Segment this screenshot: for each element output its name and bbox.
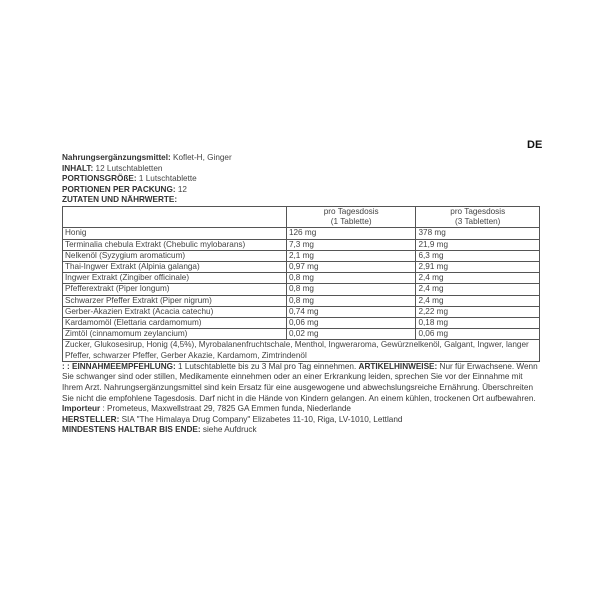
dose-3-tablets: 378 mg	[416, 228, 540, 239]
importer-line	[62, 404, 542, 415]
language-code: DE	[527, 139, 543, 151]
dose-1-tablet: 0,8 mg	[286, 295, 416, 306]
product-name-label: Nahrungsergänzungsmittel:	[62, 153, 171, 162]
dose-3-tablets: 2,4 mg	[416, 284, 540, 295]
table-row	[63, 284, 540, 295]
product-label	[62, 153, 542, 436]
dose-3-tablets: 2,4 mg	[416, 295, 540, 306]
portion-label: PORTIONSGRÖßE:	[62, 174, 137, 184]
table-footer-row	[63, 340, 540, 361]
table-row	[63, 250, 540, 261]
ingredient-name: Nelkenöl (Syzygium aromaticum)	[63, 250, 287, 261]
dose-1-tablet: 0,74 mg	[286, 306, 416, 317]
manufacturer-label: HERSTELLER:	[62, 414, 120, 424]
servings-value: 12	[175, 184, 187, 194]
ingredient-name: Pfefferextrakt (Piper longum)	[63, 284, 287, 295]
ingredients-list: Zucker, Glukosesirup, Honig (4,5%), Myrobalanenfruchtschale, Menthol, Ingweraroma, Gewürznelkenöl, Galgant, Ingwer, langer Pfeffer, schwarzer Pfeffer, Gerber Akazie, Kardamom, Zimtrindenöl	[63, 340, 540, 361]
table-header-col3	[416, 206, 540, 227]
ingredient-name: Zimtöl (cinnamomum zeylancium)	[63, 329, 287, 340]
ingredient-name: Kardamomöl (Elettaria cardamomum)	[63, 318, 287, 329]
content-value: 12 Lutschtabletten	[93, 163, 163, 173]
manufacturer-text: SIA "The Himalaya Drug Company" Elizabetes 11-10, Riga, LV-1010, Lettland	[119, 414, 403, 424]
usage-label: : : EINNAHMEEMPFEHLUNG:	[62, 361, 176, 371]
best-before-label: MINDESTENS HALTBAR BIS ENDE:	[62, 425, 201, 435]
table-row	[63, 228, 540, 239]
dose-3-tablets: 6,3 mg	[416, 250, 540, 261]
dose-3-tablets: 2,4 mg	[416, 273, 540, 284]
warning-label: ARTIKELHINWEISE:	[358, 361, 438, 371]
dose-1-tablet: 7,3 mg	[286, 239, 416, 250]
ingredient-name: Ingwer Extrakt (Zingiber officinale)	[63, 273, 287, 284]
best-before-text: siehe Aufdruck	[200, 425, 257, 435]
ingredient-name: Schwarzer Pfeffer Extrakt (Piper nigrum)	[63, 295, 287, 306]
usage-text: 1 Lutschtablette bis zu 3 Mal pro Tag einnehmen.	[175, 361, 359, 371]
col2-line2: (1 Tablette)	[330, 217, 372, 227]
table-row	[63, 295, 540, 306]
dose-3-tablets: 0,06 mg	[416, 329, 540, 340]
dose-1-tablet: 0,8 mg	[286, 273, 416, 284]
usage-and-warnings	[62, 362, 542, 404]
portion-value: 1 Lutschtablette	[136, 174, 197, 184]
table-header-col2	[286, 206, 416, 227]
dose-3-tablets: 2,91 mg	[416, 261, 540, 272]
table-row	[63, 261, 540, 272]
warning-text: Nur für Erwachsene. Wenn Sie schwanger sind oder stillen, Medikamente einnehmen oder an einer Erkrankung leiden, sprechen Sie vor der Einnahme mit Ihrem Arzt. Nahrungsergänzungsmittel sind kein Ersatz für eine ausgewogene und abwechslungsreiche Ernährung. Überschreiten Sie nicht die empfohlene Tagesdosis. Darf nicht in die Hände von Kindern gelangen. An einem kühlen, trockenen Ort aufbewahren.	[62, 361, 538, 403]
manufacturer-line	[62, 415, 542, 426]
ingredient-name: Terminalia chebula Extrakt (Chebulic mylobarans)	[63, 239, 287, 250]
table-row	[63, 318, 540, 329]
servings-line	[62, 185, 542, 196]
ingredient-name: Gerber-Akazien Extrakt (Acacia catechu)	[63, 306, 287, 317]
portion-line	[62, 174, 542, 185]
servings-label: PORTIONEN PER PACKUNG:	[62, 184, 176, 194]
col2-line1: pro Tagesdosis	[323, 206, 379, 216]
dose-1-tablet: 0,06 mg	[286, 318, 416, 329]
product-name-line	[62, 153, 542, 164]
importer-text: : Prometeus, Maxwellstraat 29, 7825 GA Emmen funda, Niederlande	[100, 404, 351, 414]
nutrition-table	[62, 206, 540, 362]
ingredients-title-line	[62, 195, 542, 206]
dose-1-tablet: 0,02 mg	[286, 329, 416, 340]
table-row	[63, 329, 540, 340]
dose-1-tablet: 0,8 mg	[286, 284, 416, 295]
table-header-row	[63, 206, 540, 227]
ingredient-name: Honig	[63, 228, 287, 239]
dose-3-tablets: 21,9 mg	[416, 239, 540, 250]
importer-label: Importeur	[62, 404, 101, 414]
ingredient-name: Thai-Ingwer Extrakt (Alpinia galanga)	[63, 261, 287, 272]
col3-line1: pro Tagesdosis	[450, 206, 506, 216]
best-before-line	[62, 425, 542, 436]
dose-1-tablet: 126 mg	[286, 228, 416, 239]
table-row	[63, 306, 540, 317]
content-label: INHALT:	[62, 163, 94, 173]
col3-line2: (3 Tabletten)	[455, 217, 501, 227]
product-name-value: Koflet-H, Ginger	[170, 153, 232, 162]
ingredients-title: ZUTATEN UND NÄHRWERTE:	[62, 195, 178, 205]
dose-1-tablet: 0,97 mg	[286, 261, 416, 272]
table-row	[63, 273, 540, 284]
dose-3-tablets: 2,22 mg	[416, 306, 540, 317]
content-line	[62, 164, 542, 175]
table-header-empty	[63, 206, 287, 227]
dose-3-tablets: 0,18 mg	[416, 318, 540, 329]
dose-1-tablet: 2,1 mg	[286, 250, 416, 261]
table-row	[63, 239, 540, 250]
